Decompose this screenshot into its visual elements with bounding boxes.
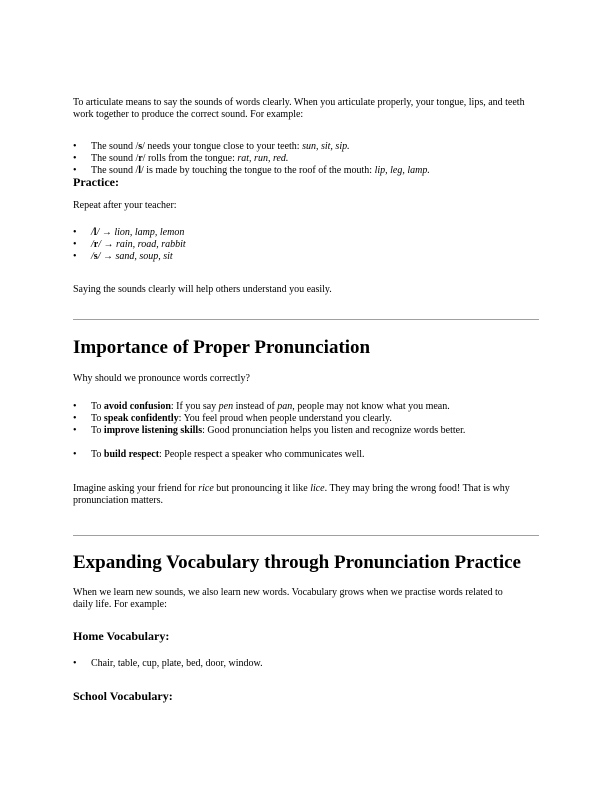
text-run: To articulate means to say the sounds of words clearly. When you articulate properly, your tongue, lips, and teeth work together to produce the correct sound. For example:: [73, 97, 525, 120]
intro-paragraph: [73, 97, 538, 121]
practice-heading: Practice:: [73, 175, 119, 189]
text-run: To: [91, 413, 104, 424]
text-run: : If you say: [170, 401, 219, 412]
text-run: Why should we pronounce words correctly?: [73, 373, 250, 384]
text-run: : Good pronunciation helps you listen and recognize words better.: [202, 425, 466, 436]
text-run: , people may not know what you mean.: [292, 401, 450, 412]
text-run: s: [138, 141, 143, 152]
list-item: [91, 251, 546, 263]
text-run: / rolls from the tongue:: [142, 153, 238, 164]
list-item: [91, 425, 516, 437]
text-run: lice: [310, 483, 325, 494]
list-item: [91, 401, 546, 413]
section-title: Expanding Vocabulary through Pronunciation Practice: [73, 552, 521, 573]
text-run: The sound /: [91, 165, 139, 176]
section-title: Importance of Proper Pronunciation: [73, 337, 371, 358]
list-item: [91, 239, 546, 251]
text-run: To: [91, 449, 104, 460]
text-run: rice: [198, 483, 214, 494]
text-run: lip, leg, lamp.: [374, 165, 430, 176]
text-run: improve listening skills: [103, 425, 203, 436]
text-run: but pronouncing it like: [213, 483, 311, 494]
text-run: / → lion, lamp, lemon: [96, 227, 185, 238]
divider: [73, 319, 539, 320]
home-vocabulary-heading: Home Vocabulary:: [73, 629, 170, 643]
list-item: [91, 153, 546, 165]
text-run: . They may bring the wrong food! That is why pronunciation matters.: [73, 483, 510, 506]
text-run: : You feel proud when people understand you clearly.: [178, 413, 392, 424]
text-run: /: [91, 239, 94, 250]
text-run: Repeat after your teacher:: [73, 200, 177, 211]
text-run: The sound /: [91, 153, 139, 164]
text-run: Saying the sounds clearly will help others understand you easily.: [73, 284, 332, 295]
text-run: speak confidently: [103, 413, 179, 424]
text-run: Chair, table, cup, plate, bed, door, window.: [91, 658, 263, 669]
text-run: rat, run, red.: [237, 153, 289, 164]
text-run: To: [91, 401, 104, 412]
text-run: avoid confusion: [103, 401, 171, 412]
list-item: [91, 227, 546, 239]
text-run: l: [93, 227, 97, 238]
list-item: [91, 141, 546, 153]
list-item: [91, 658, 546, 670]
text-run: sun, sit, sip.: [302, 141, 350, 152]
list-item: [91, 413, 546, 425]
text-run: / is made by touching the tongue to the roof of the mouth:: [141, 165, 375, 176]
text-run: pen: [218, 401, 234, 412]
text-run: : People respect a speaker who communicates well.: [159, 449, 365, 460]
text-run: l: [138, 165, 141, 176]
text-run: pan: [277, 401, 293, 412]
text-run: /: [91, 251, 94, 262]
text-run: instead of: [233, 401, 278, 412]
section-outro: [73, 483, 548, 507]
text-run: To: [91, 425, 104, 436]
practice-intro: [73, 200, 543, 212]
text-run: s: [93, 251, 98, 262]
list-item: [91, 165, 546, 177]
section-intro: [73, 587, 523, 611]
practice-outro: [73, 284, 543, 296]
text-run: / → rain, road, rabbit: [98, 239, 186, 250]
school-vocabulary-heading: School Vocabulary:: [73, 689, 173, 703]
text-run: build respect: [103, 449, 160, 460]
text-run: r: [93, 239, 99, 250]
text-run: / → sand, soup, sit: [97, 251, 173, 262]
text-run: Imagine asking your friend for: [73, 483, 199, 494]
text-run: The sound /: [91, 141, 139, 152]
text-run: r: [138, 153, 143, 164]
divider: [73, 535, 539, 536]
text-run: / needs your tongue close to your teeth:: [142, 141, 303, 152]
text-run: /: [91, 227, 94, 238]
text-run: When we learn new sounds, we also learn new words. Vocabulary grows when we practise words related to daily life. For example:: [73, 587, 503, 610]
section-intro: [73, 373, 543, 385]
list-item: [91, 449, 546, 461]
